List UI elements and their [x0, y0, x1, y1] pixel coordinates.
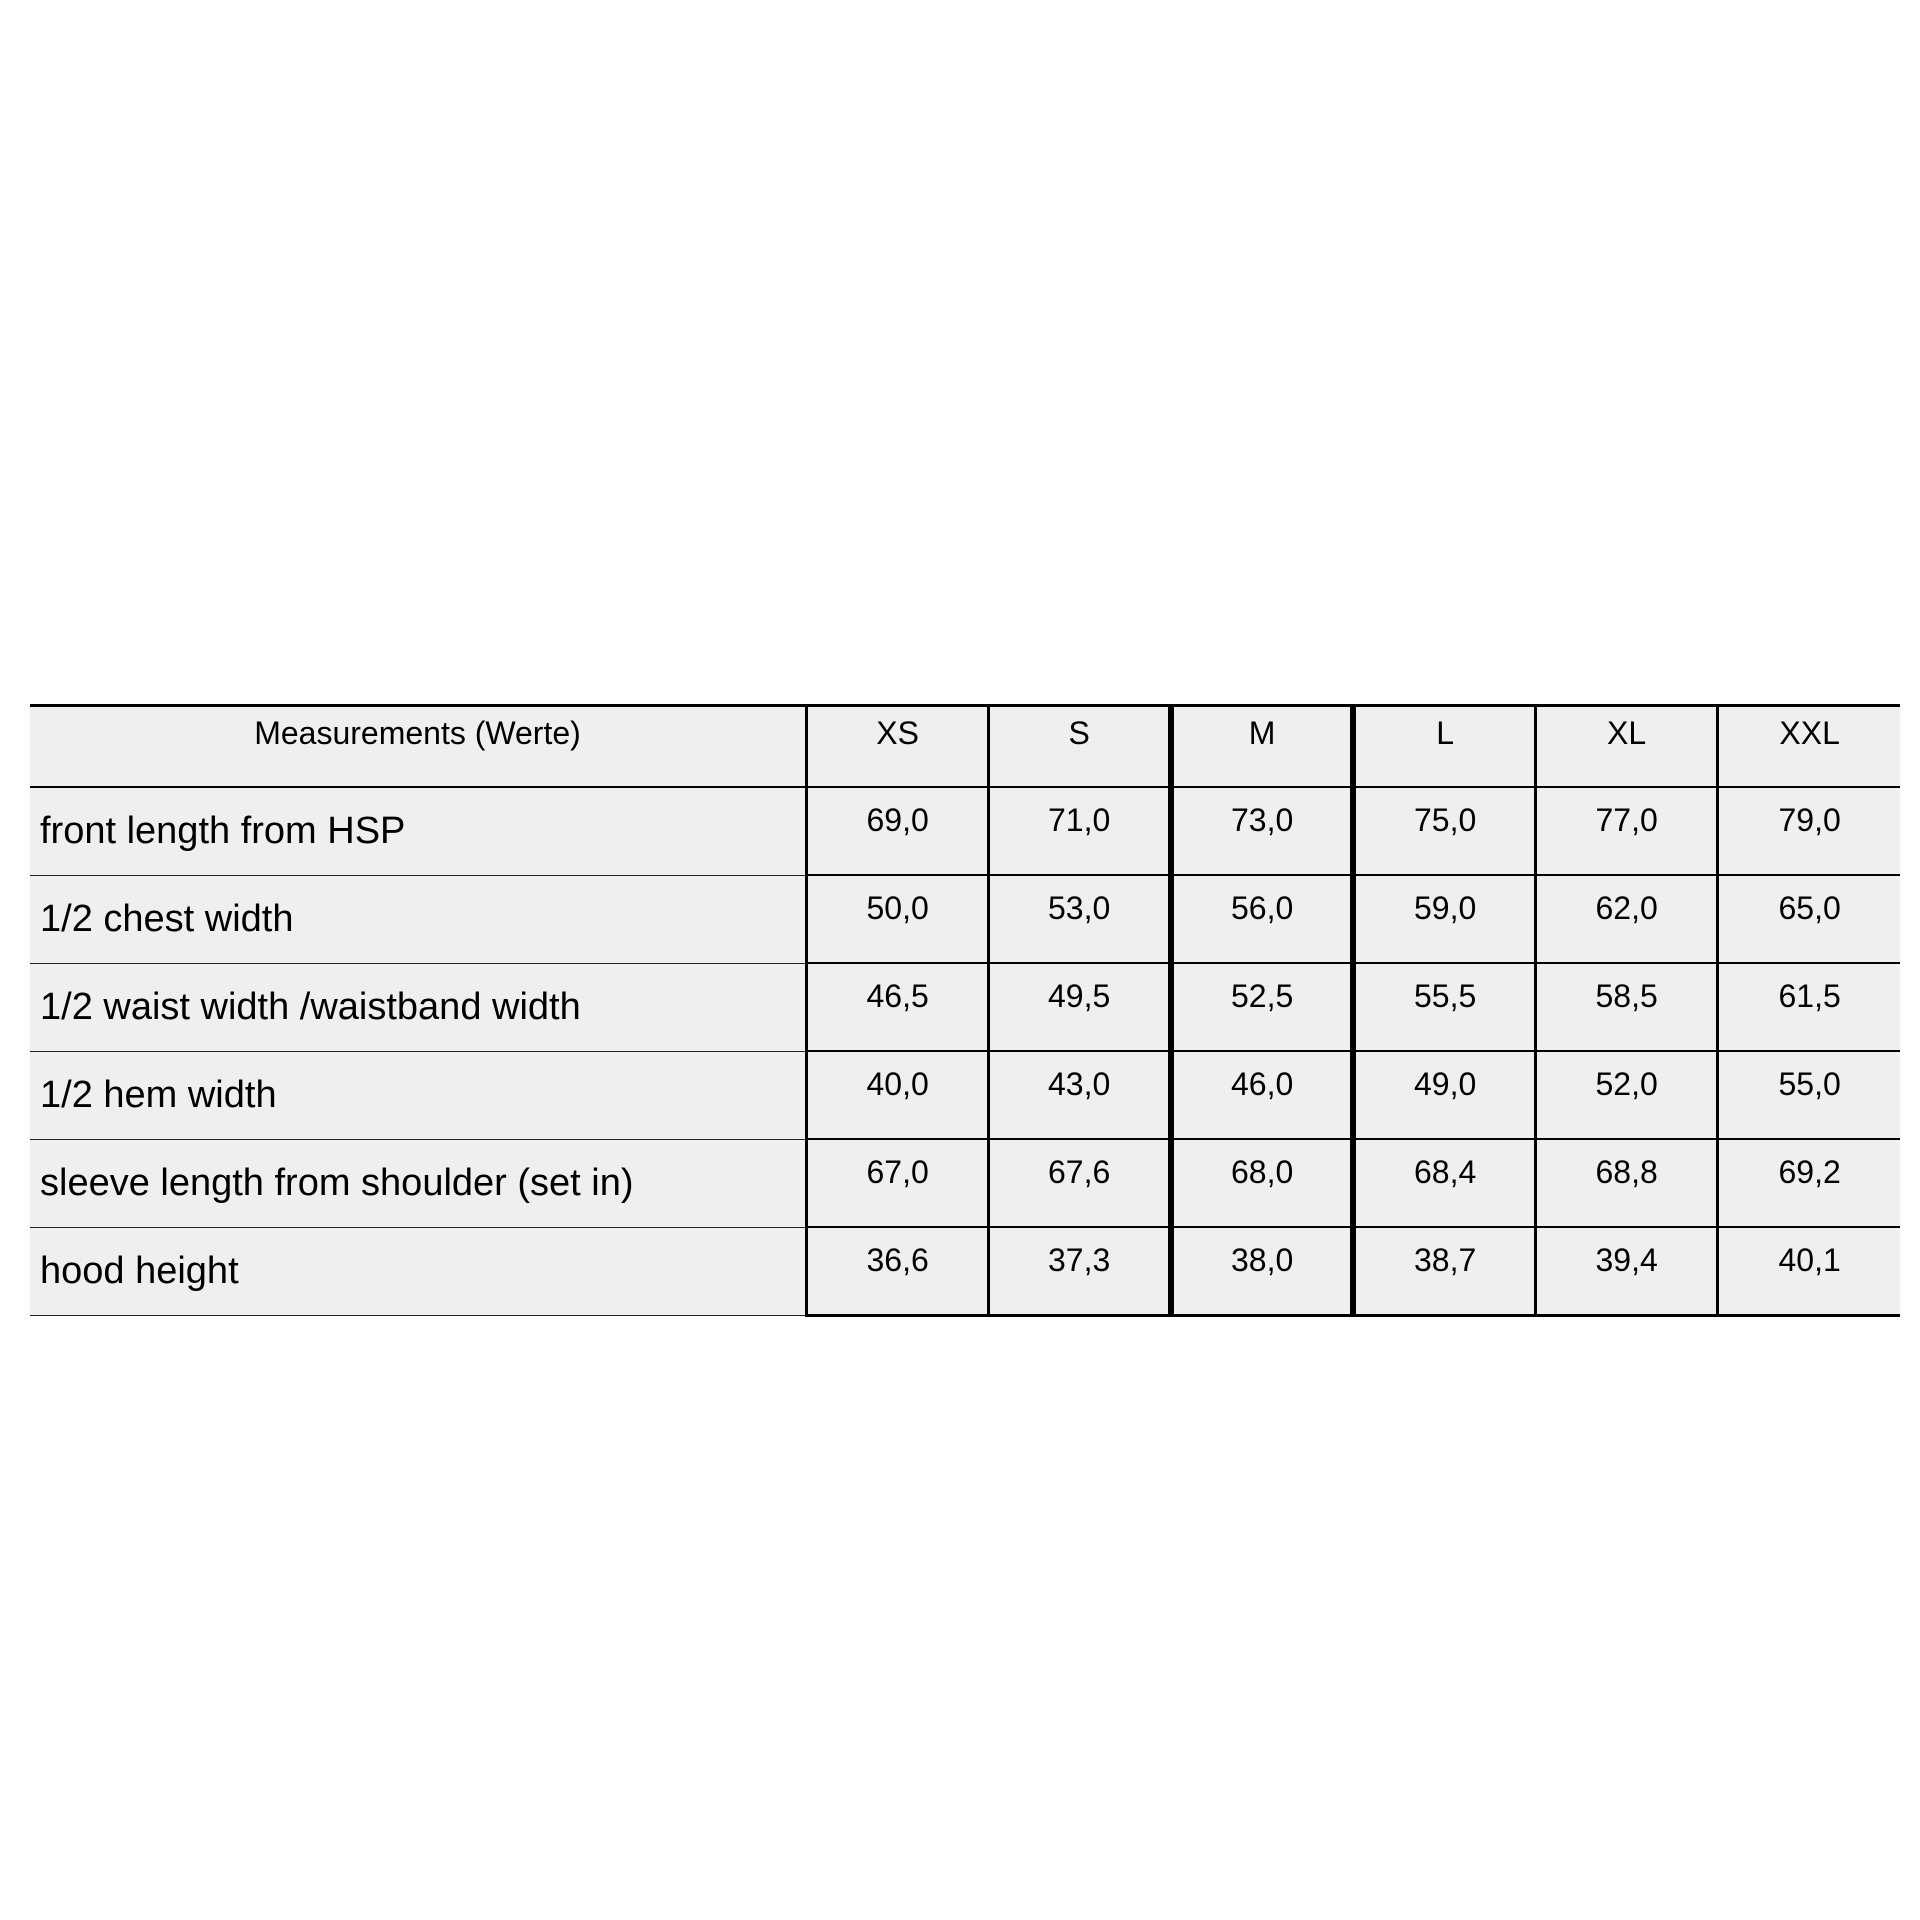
- row-label: 1/2 hem width: [30, 1051, 807, 1139]
- row-label: sleeve length from shoulder (set in): [30, 1139, 807, 1227]
- table-cell: 49,0: [1353, 1051, 1535, 1139]
- table-cell: 56,0: [1171, 875, 1353, 963]
- table-cell: 55,0: [1718, 1051, 1900, 1139]
- table-cell: 52,0: [1536, 1051, 1718, 1139]
- size-header-xxl: XXL: [1718, 706, 1900, 788]
- size-header-m: M: [1171, 706, 1353, 788]
- table-cell: 67,0: [807, 1139, 989, 1227]
- table-cell: 50,0: [807, 875, 989, 963]
- table-cell: 62,0: [1536, 875, 1718, 963]
- table-cell: 67,6: [989, 1139, 1171, 1227]
- size-header-xs: XS: [807, 706, 989, 788]
- table-cell: 55,5: [1353, 963, 1535, 1051]
- row-label: front length from HSP: [30, 787, 807, 875]
- table-row: [30, 1051, 1900, 1139]
- table-cell: 46,0: [1171, 1051, 1353, 1139]
- table-cell: 40,0: [807, 1051, 989, 1139]
- table-cell: 38,7: [1353, 1227, 1535, 1316]
- table-cell: 59,0: [1353, 875, 1535, 963]
- table-cell: 68,0: [1171, 1139, 1353, 1227]
- table-cell: 68,8: [1536, 1139, 1718, 1227]
- table-cell: 36,6: [807, 1227, 989, 1316]
- size-header-l: L: [1353, 706, 1535, 788]
- table-row: [30, 787, 1900, 875]
- table-cell: 39,4: [1536, 1227, 1718, 1316]
- row-label: 1/2 waist width /waistband width: [30, 963, 807, 1051]
- size-header-xl: XL: [1536, 706, 1718, 788]
- table-cell: 71,0: [989, 787, 1171, 875]
- table-cell: 79,0: [1718, 787, 1900, 875]
- table-cell: 69,2: [1718, 1139, 1900, 1227]
- row-label: hood height: [30, 1227, 807, 1316]
- table-cell: 53,0: [989, 875, 1171, 963]
- table-cell: 75,0: [1353, 787, 1535, 875]
- table-cell: 69,0: [807, 787, 989, 875]
- table-cell: 43,0: [989, 1051, 1171, 1139]
- table-cell: 65,0: [1718, 875, 1900, 963]
- table-cell: 37,3: [989, 1227, 1171, 1316]
- row-label: 1/2 chest width: [30, 875, 807, 963]
- table-cell: 58,5: [1536, 963, 1718, 1051]
- table-cell: 61,5: [1718, 963, 1900, 1051]
- table-cell: 73,0: [1171, 787, 1353, 875]
- size-header-s: S: [989, 706, 1171, 788]
- table-row: [30, 963, 1900, 1051]
- table-row: [30, 1139, 1900, 1227]
- table-cell: 52,5: [1171, 963, 1353, 1051]
- table-cell: 68,4: [1353, 1139, 1535, 1227]
- measurements-header: Measurements (Werte): [30, 706, 807, 788]
- header-row: [30, 706, 1900, 788]
- table-cell: 46,5: [807, 963, 989, 1051]
- table-row: [30, 1227, 1900, 1316]
- table-cell: 38,0: [1171, 1227, 1353, 1316]
- table-cell: 49,5: [989, 963, 1171, 1051]
- size-chart-table: [30, 704, 1900, 1317]
- table-cell: 40,1: [1718, 1227, 1900, 1316]
- table-row: [30, 875, 1900, 963]
- table-cell: 77,0: [1536, 787, 1718, 875]
